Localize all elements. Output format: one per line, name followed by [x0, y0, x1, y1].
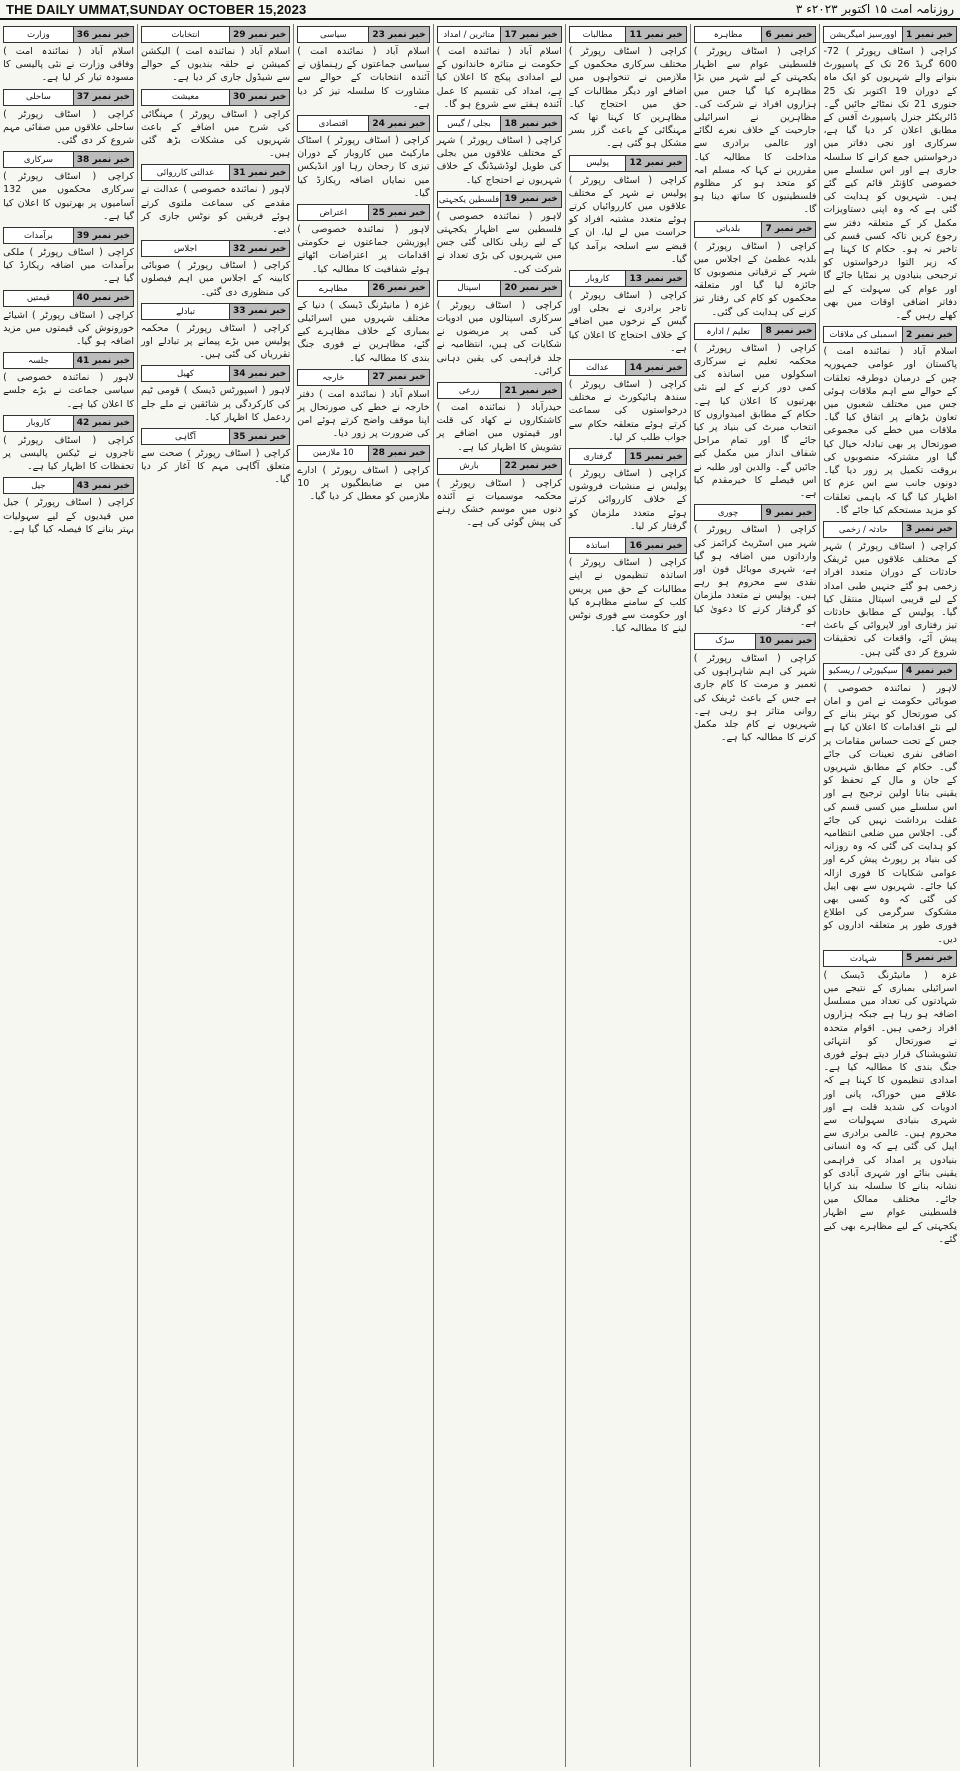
news-story	[823, 950, 957, 1246]
story-header	[297, 369, 429, 386]
story-header	[141, 164, 290, 181]
story-body: کراچی ( اسٹاف رپورٹر ) فلسطینی عوام سے اظہار یکجہتی کے لیے شہر میں بڑا مظاہرہ کیا گیا جس میں ہزاروں افراد نے شرکت کی۔ مظاہرین نے اسرائیلی جارحیت کے خلاف نعرے لگائے اور عالمی برادری سے مداخلت کا مطالبہ کیا۔ مقررین نے کہا کہ مسلم امہ کو متحد ہو کر مظلوم فلسطینیوں کا ساتھ دینا ہو گا۔	[693, 46, 817, 216]
story-header	[694, 633, 817, 650]
story-body: کراچی ( اسٹاف رپورٹر ) 72-600 گریڈ 26 تک کے پاسپورٹ بنوانے والے شہریوں کو ایک ماہ کے دوران 19 اکتوبر تک 25 جنوری 21 تک نمٹائے جائیں گے۔ ڈائریکٹر جنرل پاسپورٹ آفس کے مطابق اعلان کر دیا گیا ہے، سرکاری اور نجی دفاتر میں درخواستیں جمع کرانے کا سلسلہ جاری ہے اور اس سلسلے میں خصوصی کاؤنٹر قائم کیے گئے ہیں۔ شہریوں کو ہدایت کی گئی ہے کہ وہ اپنی دستاویزات مکمل کر کے متعلقہ دفتر سے رجوع کریں تاکہ کسی قسم کی تاخیر نہ ہو۔ حکام کا کہنا ہے کہ زیر التوا درخواستوں کو ترجیحی بنیادوں پر نمٹایا جائے گا اور عوام کی سہولت کے لیے دفاتر اضافی اوقات میں بھی کھلے رہیں گے۔	[823, 46, 957, 322]
story-title: سڑک	[715, 636, 735, 647]
story-title: گرفتاری	[583, 451, 612, 462]
story-body: اسلام آباد ( نمائندہ امت ) الیکشن کمیشن نے حلقہ بندیوں کے حوالے سے شیڈول جاری کر دیا ہے۔	[141, 46, 291, 84]
story-number: خبر نمبر 41	[73, 353, 133, 368]
story-body: لاہور ( نمائندہ خصوصی ) سیاسی جماعت نے بڑے جلسے کا اعلان کیا ہے۔	[3, 372, 135, 410]
news-story	[823, 663, 957, 946]
story-title: بلدیاتی	[716, 224, 741, 235]
story-title: برآمدات	[24, 230, 53, 241]
story-title: بجلی / گیس	[447, 118, 491, 129]
story-title: معیشت	[171, 92, 200, 103]
story-body: کراچی ( اسٹاف رپورٹر ) شہر کے مختلف علاقوں میں بجلی کی طویل لوڈشیڈنگ کے خلاف شہریوں نے احتجاج کیا۔	[436, 135, 562, 186]
story-title: اعتراض	[319, 207, 347, 218]
story-header	[569, 270, 687, 287]
story-number: خبر نمبر 39	[73, 228, 133, 243]
story-title: چوری	[717, 507, 739, 518]
story-header	[3, 415, 134, 432]
story-header	[437, 382, 562, 399]
story-body: اسلام آباد ( نمائندہ امت ) پاکستان اور عوامی جمہوریہ چین کے درمیان دوطرفہ تعلقات کے حوالے سے اہم ملاقات ہوئی جس میں مختلف شعبوں میں تعاون بڑھانے پر اتفاق کیا گیا۔ ملاقات میں خطے کی مجموعی صورتحال پر بھی تبادلہ خیال کیا گیا اور مشترکہ منصوبوں کی بروقت تکمیل پر زور دیا گیا۔ دونوں جانب سے اس عزم کا اظہار کیا گیا کہ باہمی تعلقات کو مزید مستحکم کیا جائے گا۔	[823, 346, 957, 516]
story-header	[141, 428, 290, 445]
story-number: خبر نمبر 17	[500, 27, 560, 42]
story-header	[3, 26, 134, 43]
story-body: کراچی ( اسٹاف رپورٹر ) تاجروں نے ٹیکس پالیسی پر تحفظات کا اظہار کیا ہے۔	[3, 434, 135, 473]
story-number: خبر نمبر 32	[229, 241, 289, 256]
story-body: لاہور ( اسپورٹس ڈیسک ) قومی ٹیم کی کارکردگی پر شائقین نے ملے جلے ردعمل کا اظہار کیا۔	[141, 385, 291, 423]
news-story	[297, 26, 429, 111]
story-header	[694, 221, 817, 238]
news-story	[141, 428, 290, 487]
story-header	[3, 151, 134, 168]
story-header	[569, 155, 687, 172]
story-title: عدالت	[586, 362, 610, 373]
story-body: اسلام آباد ( نمائندہ امت ) حکومت نے متاثرہ خاندانوں کے لیے امدادی پیکج کا اعلان کیا ہے، امداد کی تقسیم کا عمل آئندہ ہفتے سے شروع ہو گا۔	[436, 46, 562, 110]
story-number: خبر نمبر 13	[625, 271, 685, 286]
story-title: حادثہ / زخمی	[838, 524, 888, 535]
story-title: آگاہی	[174, 432, 197, 443]
news-story	[569, 26, 687, 151]
story-header	[694, 26, 817, 43]
story-number: خبر نمبر 23	[368, 27, 428, 42]
story-header	[3, 290, 134, 307]
news-story	[569, 270, 687, 355]
story-header	[297, 204, 429, 221]
story-title: متاثرین / امداد	[443, 29, 495, 40]
story-header	[3, 227, 134, 244]
news-story	[297, 369, 429, 441]
story-number: خبر نمبر 16	[625, 538, 685, 553]
story-number: خبر نمبر 38	[73, 152, 133, 167]
news-story	[297, 204, 429, 276]
story-body: اسلام آباد ( نمائندہ امت ) دفتر خارجہ نے خطے کی صورتحال پر اپنا موقف واضح کرتے ہوئے امن کی ضرورت پر زور دیا۔	[297, 388, 430, 440]
news-story	[3, 151, 134, 223]
news-story	[141, 164, 290, 236]
story-header	[141, 89, 290, 106]
story-body: کراچی ( اسٹاف رپورٹر ) شہر میں اسٹریٹ کرائمز کی وارداتوں میں اضافہ ہو گیا ہے، شہری موبائل فون اور نقدی سے محروم ہو رہے ہیں۔ پولیس نے متعدد ملزمان کو گرفتار کرنے کا دعویٰ کیا ہے۔	[693, 524, 817, 628]
story-header	[694, 504, 817, 521]
news-story	[569, 155, 687, 266]
story-number: خبر نمبر 5	[902, 951, 956, 966]
story-body: اسلام آباد ( نمائندہ امت ) سیاسی جماعتوں کے رہنماؤں نے آئندہ انتخابات کے حوالے سے مشاورت کا سلسلہ تیز کر دیا ہے۔	[297, 46, 430, 110]
story-header	[437, 280, 562, 297]
columns-container	[0, 24, 960, 1767]
story-title: اجلاس	[173, 243, 198, 254]
news-story	[569, 448, 687, 533]
story-title: عدالتی کارروائی	[156, 167, 215, 178]
story-body: کراچی ( اسٹاف رپورٹر ) صحت سے متعلق آگاہی مہم کا آغاز کر دیا گیا۔	[141, 448, 291, 486]
news-story	[297, 445, 429, 504]
story-header	[569, 448, 687, 465]
news-story	[141, 89, 290, 161]
story-number: خبر نمبر 25	[368, 205, 428, 220]
story-title: جلسہ	[28, 356, 49, 367]
story-header	[823, 26, 957, 43]
news-story	[437, 26, 562, 111]
column-4	[433, 24, 565, 1767]
story-header	[3, 477, 134, 494]
story-header	[823, 521, 957, 538]
story-body: لاہور ( نمائندہ خصوصی ) اپوزیشن جماعتوں نے حکومتی اقدامات پر اعتراضات اٹھاتے ہوئے شفافیت کا مطالبہ کیا۔	[297, 224, 430, 275]
news-story	[569, 537, 687, 635]
story-number: خبر نمبر 22	[500, 459, 560, 474]
story-header	[297, 26, 429, 43]
masthead	[0, 0, 960, 20]
news-story	[141, 240, 290, 299]
story-body: کراچی ( اسٹاف رپورٹر ) محکمہ پولیس میں بڑے پیمانے پر تبادلے اور تقرریاں کی گئی ہیں۔	[141, 322, 291, 361]
story-title: پولیس	[586, 158, 609, 169]
story-number: خبر نمبر 36	[73, 27, 133, 42]
news-story	[297, 115, 429, 200]
story-body: کراچی ( اسٹاف رپورٹر ) جیل میں قیدیوں کے لیے سہولیات بہتر بنانے کا فیصلہ کیا گیا ہے۔	[3, 497, 135, 535]
story-header	[297, 115, 429, 132]
story-body: کراچی ( اسٹاف رپورٹر ) سندھ ہائیکورٹ نے مختلف درخواستوں کی سماعت کرتے ہوئے متعلقہ حکام سے جواب طلب کر لیا۔	[568, 379, 687, 443]
story-body: کراچی ( اسٹاف رپورٹر ) ساحلی علاقوں میں صفائی مہم شروع کر دی گئی۔	[3, 108, 135, 147]
news-story	[297, 280, 429, 365]
story-header	[141, 303, 290, 320]
news-story	[437, 115, 562, 187]
story-number: خبر نمبر 12	[625, 156, 685, 171]
news-story	[694, 26, 817, 217]
story-title: اوورسیز امیگریشن	[829, 29, 897, 40]
story-number: خبر نمبر 24	[368, 116, 428, 131]
story-title: 10 ملازمین	[312, 448, 354, 459]
story-number: خبر نمبر 15	[625, 449, 685, 464]
story-title: ساحلی	[25, 92, 51, 103]
story-title: کاروبار	[585, 273, 610, 284]
story-header	[437, 191, 562, 208]
story-title: زرعی	[458, 385, 480, 396]
column-1	[819, 24, 960, 1767]
column-7	[0, 24, 137, 1767]
story-body: لاہور ( نمائندہ خصوصی ) صوبائی حکومت نے امن و امان کی صورتحال کو بہتر بنانے کے لیے نئے اقدامات کا اعلان کیا ہے جس کے تحت حساس مقامات پر اضافی نفری تعینات کی جائے گی۔ حکام کے مطابق شہریوں کے جان و مال کے تحفظ کو یقینی بنانا اولین ترجیح ہے اور اس سلسلے میں کسی قسم کی غفلت برداشت نہیں کی جائے گی۔ اجلاس میں ضلعی انتظامیہ کو ہدایت کی گئی کہ وہ روزانہ کی بنیاد پر رپورٹ پیش کرے اور عوامی شکایات کا فوری ازالہ کیا جائے۔ شہریوں سے بھی اپیل کی گئی کہ وہ کسی بھی مشکوک سرگرمی کی اطلاع فوری طور پر متعلقہ اداروں کو دیں۔	[823, 682, 957, 945]
story-body: اسلام آباد ( نمائندہ امت ) وفاقی وزارت نے نئی پالیسی کا مسودہ تیار کر لیا ہے۔	[3, 46, 135, 84]
story-number: خبر نمبر 28	[368, 446, 428, 461]
news-story	[569, 359, 687, 444]
story-title: فلسطین یکجہتی	[438, 194, 500, 205]
story-number: خبر نمبر 10	[755, 634, 815, 649]
story-body: کراچی ( اسٹاف رپورٹر ) اسٹاک مارکیٹ میں کاروبار کے دوران تیزی کا رجحان رہا اور انڈیکس میں نمایاں اضافہ ریکارڈ کیا گیا۔	[297, 135, 430, 199]
news-story	[694, 323, 817, 500]
news-story	[3, 477, 134, 536]
story-body: حیدرآباد ( نمائندہ امت ) کاشتکاروں نے کھاد کی قلت اور قیمتوں میں اضافے پر تشویش کا اظہار کیا ہے۔	[436, 402, 562, 453]
story-number: خبر نمبر 8	[761, 324, 815, 339]
story-number: خبر نمبر 4	[902, 664, 956, 679]
story-body: کراچی ( اسٹاف رپورٹر ) محکمہ تعلیم نے سرکاری اسکولوں میں اساتذہ کی کمی دور کرنے کے لیے نئی بھرتیوں کا اعلان کیا ہے۔ حکام کے مطابق امیدواروں کا انتخاب میرٹ کی بنیاد پر کیا جائے گا اور تمام مراحل شفاف انداز میں مکمل کیے جائیں گے۔ والدین اور طلبہ نے اس فیصلے کا خیرمقدم کیا ہے۔	[693, 342, 817, 500]
story-number: خبر نمبر 33	[229, 304, 289, 319]
story-number: خبر نمبر 19	[500, 192, 560, 207]
story-body: کراچی ( اسٹاف رپورٹر ) مہنگائی کی شرح میں اضافے کے باعث شہریوں کی مشکلات بڑھ گئی ہیں۔	[141, 108, 291, 160]
masthead-urdu-title: روزنامہ امت ۱۵ اکتوبر ۲۰۲۳ء ۳	[795, 2, 954, 16]
news-story	[694, 504, 817, 629]
story-title: مطالبات	[582, 29, 613, 40]
story-title: تعلیم / ادارہ	[706, 326, 750, 337]
story-title: مظاہرے	[318, 283, 348, 294]
story-number: خبر نمبر 7	[761, 222, 815, 237]
news-story	[3, 227, 134, 286]
story-body: کراچی ( اسٹاف رپورٹر ) صوبائی کابینہ کے اجلاس میں اہم فیصلوں کی منظوری دی گئی۔	[141, 260, 291, 298]
story-title: اسپتال	[457, 283, 481, 294]
story-header	[569, 26, 687, 43]
story-title: خارجہ	[322, 372, 345, 383]
story-header	[297, 445, 429, 462]
story-body: کراچی ( اسٹاف رپورٹر ) اشیائے خورونوش کی قیمتوں میں مزید اضافہ ہو گیا۔	[3, 309, 135, 348]
story-header	[694, 323, 817, 340]
news-story	[823, 326, 957, 517]
story-number: خبر نمبر 14	[625, 360, 685, 375]
story-body: کراچی ( اسٹاف رپورٹر ) ادارے میں بے ضابطگیوں پر 10 ملازمین کو معطل کر دیا گیا۔	[297, 464, 430, 503]
story-number: خبر نمبر 35	[229, 429, 289, 444]
news-story	[3, 415, 134, 474]
news-story	[3, 352, 134, 411]
story-number: خبر نمبر 9	[761, 505, 815, 520]
story-body: کراچی ( اسٹاف رپورٹر ) بلدیہ عظمیٰ کے اجلاس میں شہر کے ترقیاتی منصوبوں کا جائزہ لیا گیا اور متعلقہ محکموں کو کام کی رفتار تیز کرنے کی ہدایت کی گئی۔	[693, 240, 817, 318]
story-body: کراچی ( اسٹاف رپورٹر ) سرکاری محکموں میں 132 آسامیوں پر بھرتیوں کا اعلان کیا گیا ہے۔	[3, 171, 135, 222]
story-body: کراچی ( اسٹاف رپورٹر ) پولیس نے منشیات فروشوں کے خلاف کارروائی کرتے ہوئے متعدد ملزمان کو گرفتار کر لیا۔	[568, 468, 687, 532]
news-story	[437, 382, 562, 454]
story-number: خبر نمبر 1	[902, 27, 956, 42]
story-body: غزہ ( مانیٹرنگ ڈیسک ) دنیا کے مختلف شہروں میں اسرائیلی بمباری کے خلاف مظاہرے کیے گئے، مظاہرین نے فوری جنگ بندی کا مطالبہ کیا۔	[297, 299, 430, 364]
column-2	[690, 24, 820, 1767]
story-number: خبر نمبر 2	[902, 327, 956, 342]
news-story	[694, 221, 817, 319]
news-story	[437, 458, 562, 530]
story-number: خبر نمبر 18	[500, 116, 560, 131]
news-story	[437, 191, 562, 276]
story-number: خبر نمبر 31	[229, 165, 289, 180]
story-number: خبر نمبر 40	[73, 291, 133, 306]
story-body: لاہور ( نمائندہ خصوصی ) عدالت نے مقدمے کی سماعت ملتوی کرتے ہوئے فریقین کو نوٹس جاری کر دیے۔	[141, 184, 291, 236]
story-number: خبر نمبر 6	[761, 27, 815, 42]
news-story	[3, 26, 134, 85]
story-header	[569, 359, 687, 376]
story-header	[437, 458, 562, 475]
story-title: اساتذہ	[585, 541, 610, 552]
story-title: تبادلے	[176, 306, 195, 317]
story-title: سیکیورٹی / ریسکیو	[828, 666, 898, 677]
story-header	[823, 326, 957, 343]
story-header	[141, 26, 290, 43]
story-body: کراچی ( اسٹاف رپورٹر ) اساتذہ تنظیموں نے اپنے مطالبات کے حق میں پریس کلب کے سامنے مظاہرہ کیا اور حکومت سے فوری نوٹس لینے کا مطالبہ کیا۔	[568, 557, 687, 635]
story-number: خبر نمبر 20	[500, 281, 560, 296]
story-body: کراچی ( اسٹاف رپورٹر ) شہر کے مختلف علاقوں میں ٹریفک حادثات کے دوران متعدد افراد زخمی ہو گئے جنہیں طبی امداد کے لیے قریبی اسپتال منتقل کیا گیا۔ پولیس کے مطابق حادثات تیز رفتاری اور لاپروائی کے باعث پیش آئے، واقعات کی تحقیقات شروع کر دی گئی ہیں۔	[823, 540, 957, 658]
story-body: کراچی ( اسٹاف رپورٹر ) تاجر برادری نے بجلی اور گیس کے نرخوں میں اضافے کے خلاف احتجاج کا اعلان کیا ہے۔	[568, 290, 687, 354]
masthead-english-title: THE DAILY UMMAT,SUNDAY OCTOBER 15,2023	[6, 1, 307, 17]
story-number: خبر نمبر 26	[368, 281, 428, 296]
column-5	[293, 24, 432, 1767]
news-story	[437, 280, 562, 378]
story-number: خبر نمبر 29	[229, 27, 289, 42]
story-number: خبر نمبر 42	[73, 416, 133, 431]
news-story	[823, 521, 957, 659]
story-header	[823, 950, 957, 967]
story-body: لاہور ( نمائندہ خصوصی ) فلسطین سے اظہار یکجہتی کے لیے ریلی نکالی گئی جس میں شہریوں کی بڑی تعداد نے شرکت کی۔	[436, 210, 562, 275]
story-header	[297, 280, 429, 297]
story-number: خبر نمبر 43	[73, 478, 133, 493]
column-6	[137, 24, 293, 1767]
story-title: وزارت	[27, 29, 50, 40]
story-body: کراچی ( اسٹاف رپورٹر ) محکمہ موسمیات نے آئندہ دنوں میں موسم خشک رہنے کی پیش گوئی کی ہے۔	[436, 477, 562, 529]
news-story	[141, 303, 290, 362]
story-header	[3, 89, 134, 106]
story-title: کاروبار	[26, 418, 51, 429]
story-header	[141, 240, 290, 257]
news-story	[141, 26, 290, 85]
story-header	[437, 115, 562, 132]
news-story	[823, 26, 957, 322]
story-header	[3, 352, 134, 369]
story-title: قیمتیں	[26, 293, 50, 304]
story-number: خبر نمبر 34	[229, 366, 289, 381]
story-body: کراچی ( اسٹاف رپورٹر ) مختلف سرکاری محکموں کے ملازمین نے تنخواہوں میں اضافے اور دیگر مطالبات کے حق میں احتجاج کیا۔ مظاہرین کا کہنا تھا کہ مہنگائی کے باعث گزر بسر مشکل ہو گئی ہے۔	[568, 46, 687, 150]
news-story	[3, 290, 134, 349]
story-number: خبر نمبر 21	[500, 383, 560, 398]
story-header	[141, 365, 290, 382]
story-title: مظاہرہ	[713, 30, 743, 40]
story-title: سیاسی	[320, 29, 347, 40]
news-story	[141, 365, 290, 424]
story-body: غزہ ( مانیٹرنگ ڈیسک ) اسرائیلی بمباری کے نتیجے میں شہادتوں کی تعداد میں مسلسل اضافہ ہو رہا ہے جبکہ ہزاروں افراد زخمی ہیں۔ اقوام متحدہ نے صورتحال کو انتہائی تشویشناک قرار دیتے ہوئے فوری جنگ بندی کا مطالبہ کیا ہے۔ امدادی تنظیموں کا کہنا ہے کہ علاقے میں خوراک، پانی اور ادویات کی شدید قلت ہے اور شہری بنیادی سہولیات سے محروم ہیں۔ عالمی برادری سے اپیل کی گئی ہے کہ وہ انسانی بنیادوں پر امداد کی فراہمی یقینی بنائے اور شہری آبادی کو نشانہ بنانے کا سلسلہ بند کرایا جائے۔ مختلف ممالک میں فلسطینی عوام سے اظہار یکجہتی کے لیے مظاہرے بھی کیے گئے۔	[823, 969, 957, 1245]
story-body: کراچی ( اسٹاف رپورٹر ) پولیس نے شہر کے مختلف علاقوں میں کارروائیاں کرتے ہوئے متعدد مشتبہ افراد کو حراست میں لے لیا، ان کے قبضے سے اسلحہ برآمد کیا گیا۔	[568, 174, 687, 265]
story-body: کراچی ( اسٹاف رپورٹر ) سرکاری اسپتالوں میں ادویات کی کمی پر مریضوں نے شکایات کی ہیں، انتظامیہ نے جلد فراہمی کی یقین دہانی کرائی۔	[436, 299, 562, 377]
story-number: خبر نمبر 30	[229, 90, 289, 105]
story-title: اسمبلی کی ملاقات	[829, 329, 898, 340]
story-number: خبر نمبر 27	[368, 370, 428, 385]
story-header	[569, 537, 687, 554]
story-number: خبر نمبر 37	[73, 90, 133, 105]
news-story	[694, 633, 817, 744]
story-title: سرکاری	[23, 154, 54, 165]
story-title: انتخابات	[171, 29, 200, 40]
story-title: بارش	[459, 461, 479, 472]
story-body: کراچی ( اسٹاف رپورٹر ) ملکی برآمدات میں اضافہ ریکارڈ کیا گیا ہے۔	[3, 247, 135, 285]
news-story	[3, 89, 134, 148]
story-body: کراچی ( اسٹاف رپورٹر ) شہر کی اہم شاہراہوں کی تعمیر و مرمت کا کام جاری ہے جس کے باعث ٹریفک کی روانی متاثر ہو رہی ہے۔ شہریوں نے کام جلد مکمل کرنے کا مطالبہ کیا ہے۔	[693, 652, 817, 744]
story-header	[823, 663, 957, 680]
story-number: خبر نمبر 3	[902, 522, 956, 537]
story-header	[437, 26, 562, 43]
column-3	[565, 24, 690, 1767]
story-title: کھیل	[177, 368, 194, 379]
story-number: خبر نمبر 11	[625, 27, 685, 42]
story-title: جیل	[31, 480, 46, 491]
story-title: شہادت	[849, 953, 877, 964]
story-title: اقتصادی	[318, 118, 348, 129]
